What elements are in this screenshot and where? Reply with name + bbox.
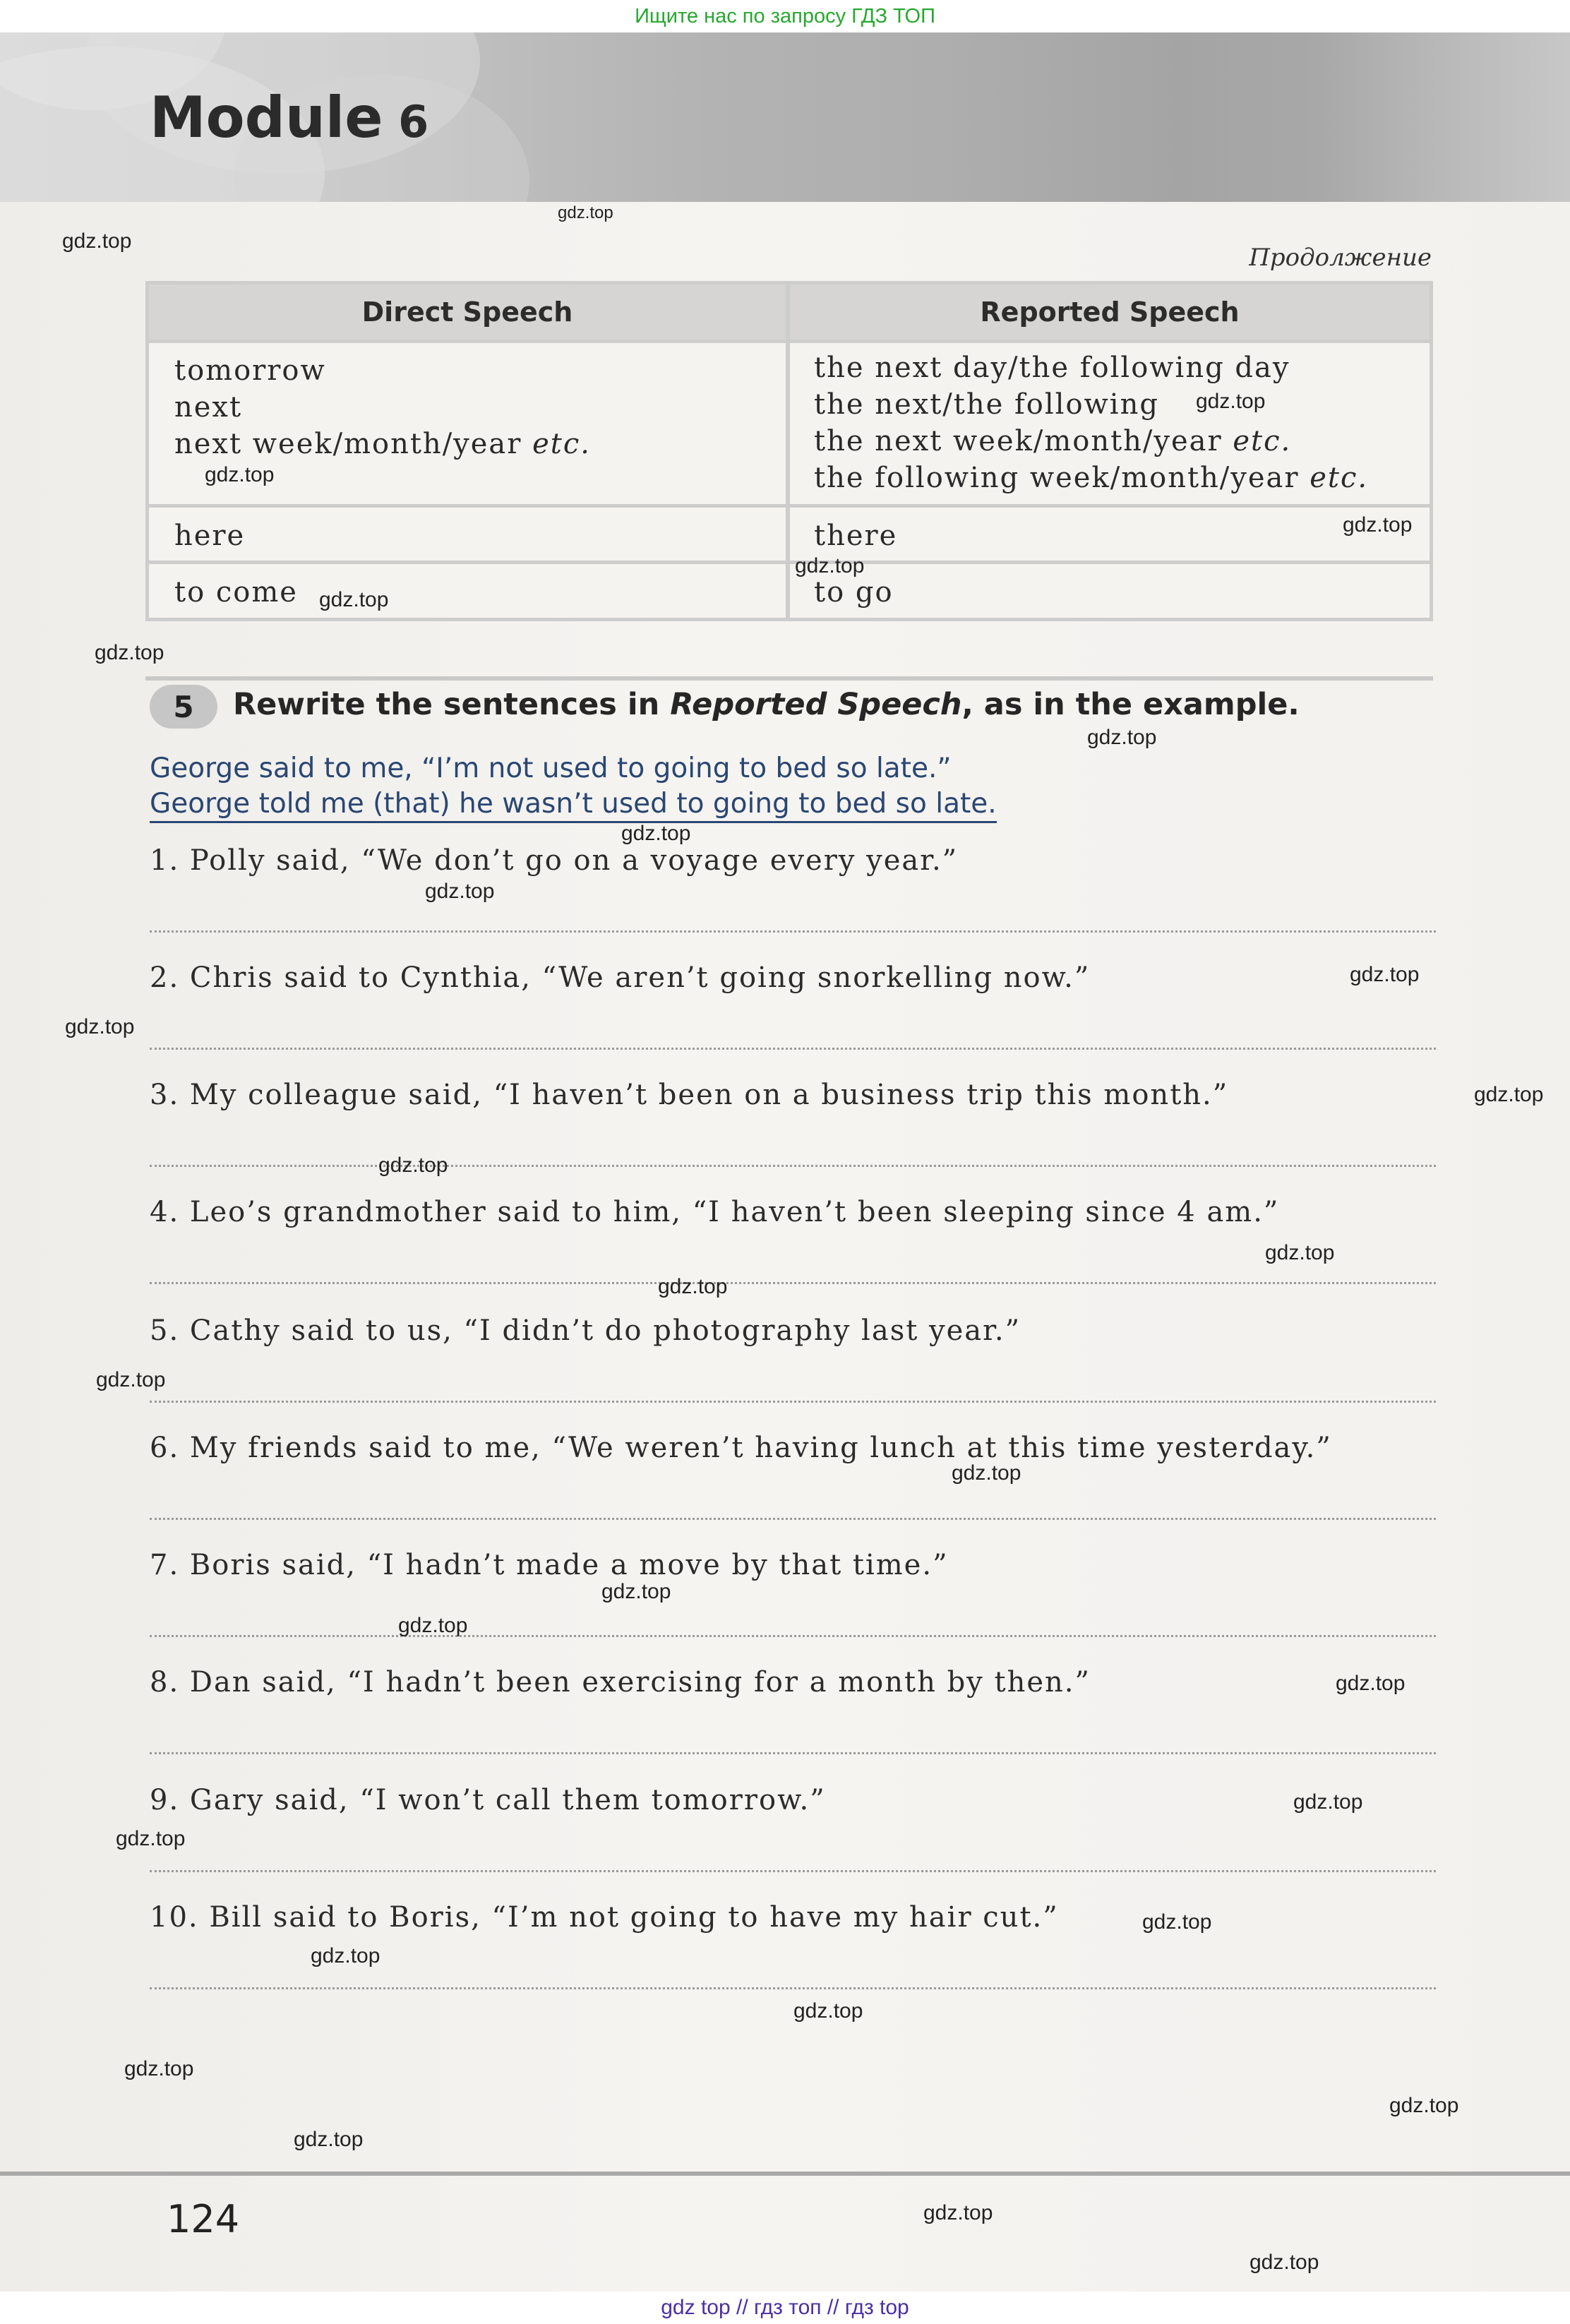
watermark: gdz.top — [658, 1275, 728, 1298]
exercise-item-1: 1. Polly said, “We don’t go on a voyage every year.” — [150, 844, 959, 877]
instruction-part: , as in the example. — [961, 687, 1300, 722]
speech-table — [145, 281, 1433, 621]
watermark: gdz.top — [124, 2057, 194, 2080]
page-number: 124 — [167, 2197, 240, 2241]
exercise-item-4: 4. Leo’s grandmother said to him, “I haven’t been sleeping since 4 am.” — [150, 1196, 1280, 1228]
row-divider — [149, 504, 1430, 508]
instruction-part: Rewrite the sentences in — [233, 687, 671, 722]
cell-text: next week/month/year — [174, 428, 522, 460]
answer-line-4[interactable] — [150, 1282, 1436, 1284]
exercise-instruction — [233, 687, 1300, 722]
watermark: gdz.top — [952, 1461, 1021, 1485]
answer-line-5[interactable] — [150, 1401, 1436, 1403]
module-number: 6 — [398, 96, 429, 148]
watermark: gdz.top — [65, 1015, 135, 1038]
table-cell-direct-2: here — [174, 520, 246, 552]
cell-text: the next week/month/year — [814, 425, 1223, 457]
watermark: gdz.top — [1336, 1672, 1406, 1695]
answer-line-2[interactable] — [150, 1048, 1436, 1050]
watermark: gdz.top — [96, 1368, 166, 1391]
watermark: gdz.top — [1142, 1910, 1212, 1934]
watermark: gdz.top — [1196, 390, 1266, 413]
cell-line: the next day/the following day — [814, 352, 1290, 384]
watermark: gdz.top — [1293, 1790, 1363, 1814]
row-divider — [149, 340, 1430, 343]
continuation-label: Продолжение — [1249, 244, 1432, 272]
watermark: gdz.top — [425, 880, 495, 903]
watermark: gdz.top — [793, 1999, 863, 2023]
cell-etc: etc. — [1233, 425, 1292, 457]
watermark: gdz.top — [294, 2128, 364, 2151]
exercise-item-3: 3. My colleague said, “I haven’t been on a business trip this month.” — [150, 1079, 1229, 1111]
answer-line-9[interactable] — [150, 1870, 1436, 1872]
section-divider — [145, 676, 1433, 681]
cell-line: next — [174, 391, 243, 424]
watermark: gdz.top — [1343, 513, 1413, 537]
header-direct-speech: Direct Speech — [149, 284, 786, 340]
watermark: gdz.top — [319, 588, 389, 611]
answer-line-6[interactable] — [150, 1518, 1436, 1520]
exercise-item-7: 7. Boris said, “I hadn’t made a move by that time.” — [150, 1549, 949, 1581]
answer-line-1[interactable] — [150, 930, 1436, 933]
watermark: gdz.top — [116, 1827, 186, 1850]
answer-line-8[interactable] — [150, 1752, 1436, 1754]
table-cell-direct-1 — [174, 352, 591, 462]
example-direct: George said to me, “I’m not used to going to bed so late.” — [150, 753, 952, 784]
watermark: gdz.top — [311, 1944, 380, 1967]
table-cell-reported-1 — [814, 349, 1368, 496]
exercise-item-5: 5. Cathy said to us, “I didn’t do photography last year.” — [150, 1314, 1021, 1347]
cell-text: the following week/month/year — [814, 462, 1300, 494]
footer-divider — [0, 2172, 1570, 2176]
cell-etc: etc. — [1310, 462, 1369, 494]
instruction-emphasis: Reported Speech — [670, 687, 962, 722]
module-title — [150, 85, 429, 150]
watermark: gdz.top — [1389, 2094, 1459, 2117]
table-cell-reported-2: there — [814, 520, 898, 552]
cell-line — [174, 426, 591, 462]
table-cell-reported-3: to go — [814, 576, 894, 609]
exercise-item-6: 6. My friends said to me, “We weren’t having lunch at this time yesterday.” — [150, 1432, 1332, 1464]
watermark: gdz.top — [62, 229, 132, 253]
cell-line — [814, 423, 1368, 460]
exercise-item-10: 10. Bill said to Boris, “I’m not going to have my hair cut.” — [150, 1901, 1059, 1934]
watermark: gdz.top — [1265, 1241, 1335, 1264]
watermark: gdz.top — [1350, 963, 1420, 986]
watermark: gdz.top — [378, 1154, 448, 1177]
bottom-links[interactable]: gdz top // гдз топ // гдз top — [0, 2292, 1570, 2324]
header-shade — [935, 32, 1570, 202]
header-reported-speech: Reported Speech — [790, 284, 1430, 340]
watermark: gdz.top — [95, 641, 164, 664]
exercise-number-badge: 5 — [150, 685, 217, 729]
watermark: gdz.top — [795, 554, 865, 577]
column-divider — [786, 284, 790, 618]
watermark: gdz.top — [558, 203, 613, 222]
answer-line-7[interactable] — [150, 1635, 1436, 1637]
cell-line: the next/the following — [814, 388, 1159, 421]
watermark: gdz.top — [1250, 2251, 1319, 2274]
watermark: gdz.top — [1474, 1083, 1544, 1106]
exercise-item-9: 9. Gary said, “I won’t call them tomorrow.” — [150, 1784, 826, 1816]
watermark: gdz.top — [1087, 726, 1157, 749]
watermark: gdz.top — [923, 2201, 993, 2224]
watermark: gdz.top — [601, 1580, 671, 1603]
row-divider — [149, 561, 1430, 564]
answer-line-10[interactable] — [150, 1987, 1436, 1989]
cell-line — [814, 460, 1368, 496]
example-reported: George told me (that) he wasn’t used to going to bed so late. — [150, 788, 997, 823]
watermark: gdz.top — [205, 463, 275, 486]
watermark: gdz.top — [398, 1614, 468, 1637]
exercise-item-2: 2. Chris said to Cynthia, “We aren’t going snorkelling now.” — [150, 962, 1091, 994]
answer-line-3[interactable] — [150, 1165, 1436, 1167]
watermark: gdz.top — [621, 822, 691, 845]
module-word: Module — [150, 85, 383, 150]
exercise-item-8: 8. Dan said, “I hadn’t been exercising for a month by then.” — [150, 1666, 1091, 1699]
cell-etc: etc. — [532, 428, 591, 460]
cell-line: tomorrow — [174, 354, 326, 387]
top-banner[interactable]: Ищите нас по запросу ГДЗ ТОП — [0, 0, 1570, 32]
table-cell-direct-3: to come — [174, 576, 298, 609]
